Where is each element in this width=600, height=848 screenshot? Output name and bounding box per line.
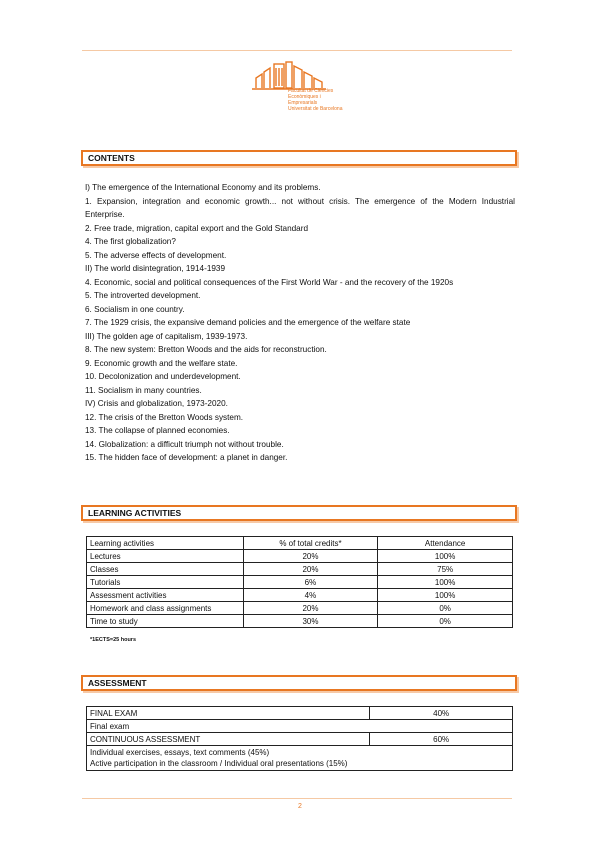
table-row	[87, 615, 513, 628]
table-cell: 0%	[378, 615, 513, 628]
table-cell: 6%	[243, 576, 378, 589]
final-exam-description: Final exam	[87, 720, 513, 733]
table-cell: 100%	[378, 589, 513, 602]
header-rule	[82, 50, 512, 51]
contents-header: CONTENTS	[81, 150, 517, 166]
table-cell: 20%	[243, 602, 378, 615]
list-item: 6. Socialism in one country.	[85, 304, 185, 314]
table-cell: 75%	[378, 563, 513, 576]
contents-list	[85, 181, 515, 465]
list-item: 4. Economic, social and political consequences of the First World War - and the recovery of the 1920s	[85, 277, 454, 287]
table-row	[87, 589, 513, 602]
table-header-cell: Attendance	[378, 537, 513, 550]
table-row	[87, 563, 513, 576]
continuous-assessment-percent: 60%	[370, 733, 513, 746]
table-cell: 4%	[243, 589, 378, 602]
ects-note: *1ECTS=25 hours	[90, 637, 137, 643]
table-cell: 100%	[378, 550, 513, 563]
footer-rule	[82, 798, 512, 799]
table-cell: Lectures	[87, 550, 244, 563]
page-number: 2	[298, 803, 302, 810]
list-item: 12. The crisis of the Bretton Woods system.	[85, 412, 244, 422]
learning-activities-table	[86, 536, 513, 628]
table-row	[87, 733, 513, 746]
continuous-assessment-label: CONTINUOUS ASSESSMENT	[87, 733, 370, 746]
logo-line-2: Econòmiques i Empresarials	[288, 94, 321, 106]
table-cell: 30%	[243, 615, 378, 628]
list-item: Active participation in the classroom / Individual oral presentations (15%)	[90, 759, 348, 768]
list-item: 9. Economic growth and the welfare state.	[85, 358, 238, 368]
list-item: 5. The introverted development.	[85, 291, 201, 300]
list-item: 7. The 1929 crisis, the expansive demand policies and the emergence of the welfare state	[85, 318, 411, 327]
assessment-header: ASSESSMENT	[81, 675, 517, 691]
logo-line-1: Facultat de Ciències	[288, 88, 334, 94]
list-item: 11. Socialism in many countries.	[85, 385, 202, 395]
table-cell: Time to study	[87, 615, 244, 628]
list-item: Individual exercises, essays, text comments (45%)	[90, 748, 270, 757]
logo-line-3: Universitat de Barcelona	[288, 106, 343, 112]
table-cell: Tutorials	[87, 576, 244, 589]
table-row	[87, 576, 513, 589]
list-item: 15. The hidden face of development: a planet in danger.	[85, 453, 288, 462]
list-item: 1. Expansion, integration and economic growth... not without crisis. The emergence of the Modern Industrial Enterprise.	[85, 196, 515, 219]
continuous-assessment-items	[87, 746, 513, 771]
table-header-row	[87, 537, 513, 550]
table-header-cell: % of total credits*	[243, 537, 378, 550]
final-exam-percent: 40%	[370, 707, 513, 720]
list-item: I) The emergence of the International Economy and its problems.	[85, 183, 321, 192]
table-cell: 20%	[243, 563, 378, 576]
table-cell: Homework and class assignments	[87, 602, 244, 615]
table-cell: 100%	[378, 576, 513, 589]
list-item: 14. Globalization: a difficult triumph not without trouble.	[85, 439, 284, 449]
final-exam-label: FINAL EXAM	[87, 707, 370, 720]
logo-caption	[288, 88, 348, 112]
list-item: 5. The adverse effects of development.	[85, 250, 227, 260]
list-item: 2. Free trade, migration, capital export and the Gold Standard	[85, 223, 309, 233]
table-cell: 0%	[378, 602, 513, 615]
table-row	[87, 720, 513, 733]
list-item: IV) Crisis and globalization, 1973-2020.	[85, 399, 228, 408]
table-cell: 20%	[243, 550, 378, 563]
assessment-table	[86, 706, 513, 771]
list-item: III) The golden age of capitalism, 1939-1973.	[85, 331, 248, 341]
list-item: 10. Decolonization and underdevelopment.	[85, 372, 241, 381]
list-item: 13. The collapse of planned economies.	[85, 426, 230, 435]
table-row	[87, 602, 513, 615]
table-row	[87, 550, 513, 563]
list-item: 8. The new system: Bretton Woods and the aids for reconstruction.	[85, 345, 327, 354]
table-row	[87, 707, 513, 720]
learning-activities-header: LEARNING ACTIVITIES	[81, 505, 517, 521]
table-header-cell: Learning activities	[87, 537, 244, 550]
table-row	[87, 746, 513, 771]
list-item: II) The world disintegration, 1914-1939	[85, 264, 226, 273]
list-item: 4. The first globalization?	[85, 237, 176, 246]
table-cell: Assessment activities	[87, 589, 244, 602]
table-cell: Classes	[87, 563, 244, 576]
